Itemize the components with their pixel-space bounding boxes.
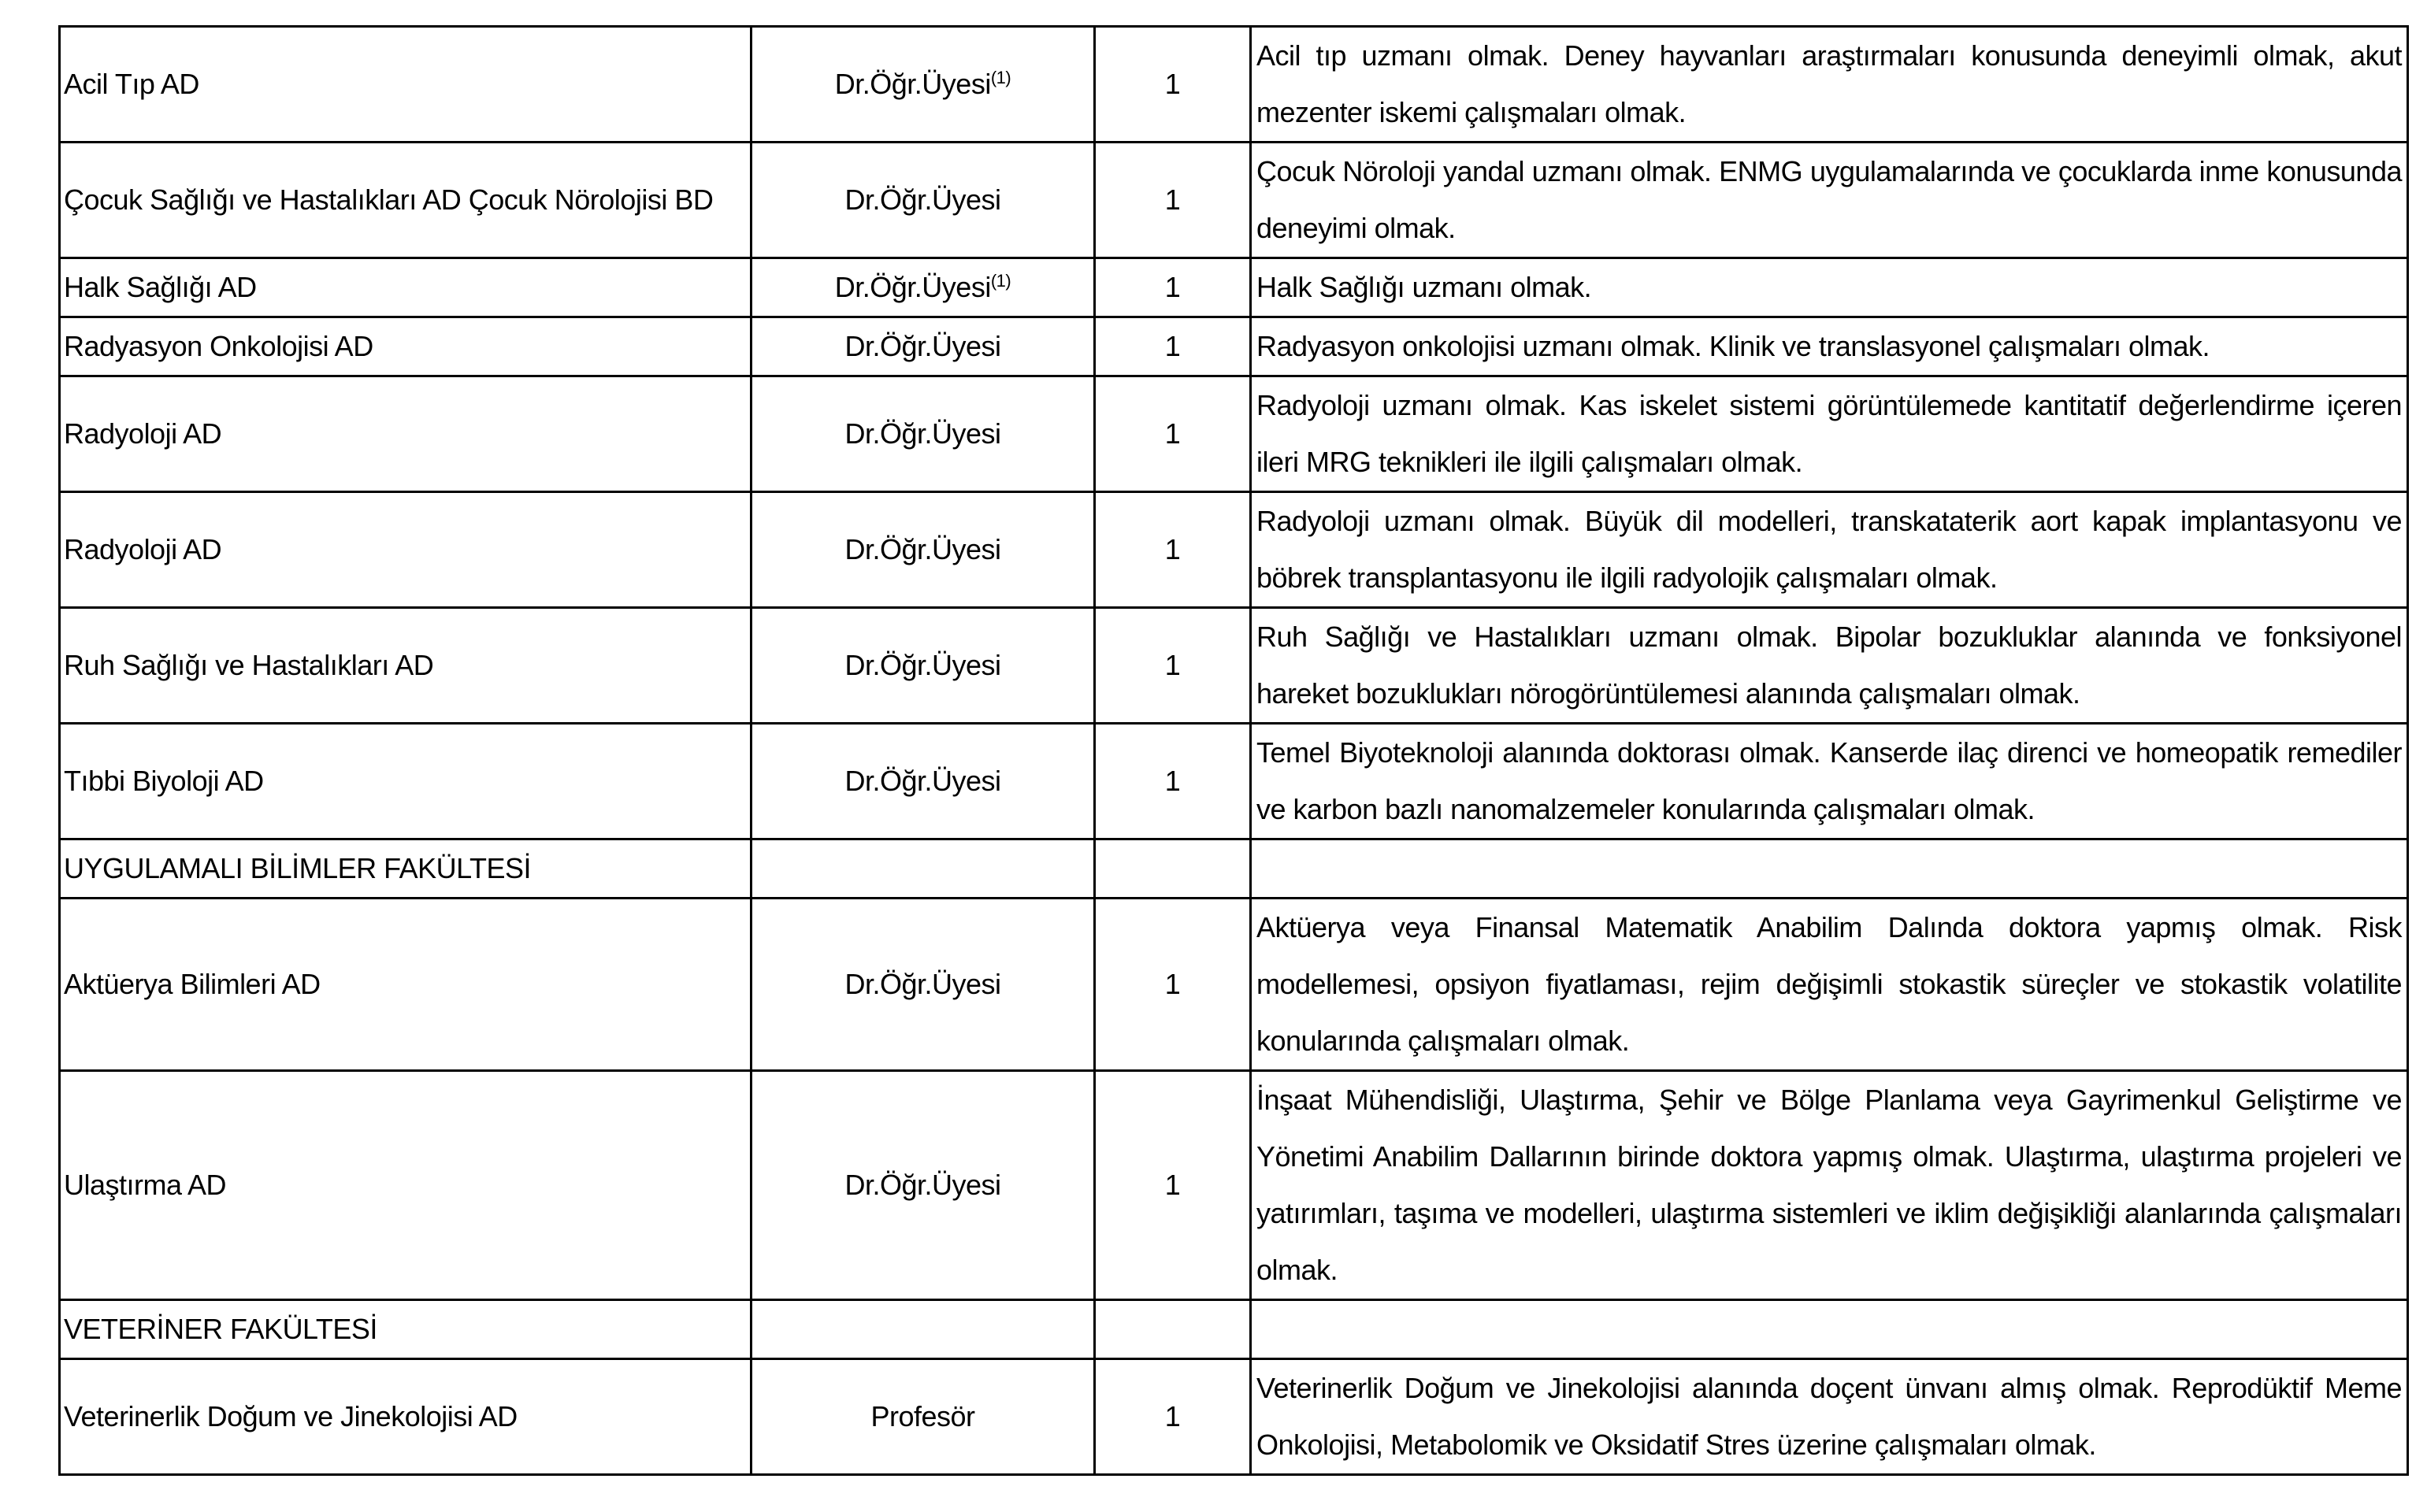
unit-cell: Veterinerlik Doğum ve Jinekolojisi AD xyxy=(60,1359,751,1475)
requirement-text: Aktüerya veya Finansal Matematik Anabilim Dalında doktora yapmış olmak. Risk modellemesi, opsiyon fiyatlaması, rejim değişimli stokastik süreçler ve stokastik volatilite konularında çalışmaları olmak. xyxy=(1256,911,2402,1057)
requirement-text: Çocuk Nöroloji yandal uzmanı olmak. ENMG uygulamalarında ve çocuklarda inme konusunda deneyimi olmak. xyxy=(1256,155,2402,244)
table-row xyxy=(60,899,2408,1071)
count-cell: 1 xyxy=(1095,376,1251,492)
count-cell: 1 xyxy=(1095,317,1251,376)
table-row xyxy=(60,143,2408,258)
requirement-cell xyxy=(1251,492,2408,608)
requirement-text: Halk Sağlığı uzmanı olmak. xyxy=(1256,271,1592,303)
table-row xyxy=(60,1359,2408,1475)
requirement-text: Ruh Sağlığı ve Hastalıkları uzmanı olmak. Bipolar bozukluklar alanında ve fonksiyonel hareket bozuklukları nörogörüntülemesi alanında çalışmaları olmak. xyxy=(1256,621,2402,710)
requirement-text: Veterinerlik Doğum ve Jinekolojisi alanında doçent ünvanı almış olmak. Reprodüktif Meme Onkolojisi, Metabolomik ve Oksidatif Stres üzerine çalışmaları olmak. xyxy=(1256,1372,2402,1461)
count-cell: 1 xyxy=(1095,492,1251,608)
table-row xyxy=(60,839,2408,899)
table-body xyxy=(60,27,2408,1475)
requirement-text: Acil tıp uzmanı olmak. Deney hayvanları araştırmaları konusunda deneyimli olmak, akut mezenter iskemi çalışmaları olmak. xyxy=(1256,39,2402,128)
requirement-text: Temel Biyoteknoloji alanında doktorası olmak. Kanserde ilaç direnci ve homeopatik remediler ve karbon bazlı nanomalzemeler konularında çalışmaları olmak. xyxy=(1256,736,2402,825)
table-row xyxy=(60,317,2408,376)
table-row xyxy=(60,1071,2408,1300)
requirement-text: İnşaat Mühendisliği, Ulaştırma, Şehir ve Bölge Planlama veya Gayrimenkul Geliştirme ve Yönetimi Anabilim Dallarının birinde doktora yapmış olmak. Ulaştırma, ulaştırma projeleri ve yatırımları, taşıma ve modelleri, ulaştırma sistemleri ve iklim değişikliği alanlarında çalışmaları olmak. xyxy=(1256,1084,2402,1286)
title-text: Profesör xyxy=(870,1400,975,1432)
unit-cell: Acil Tıp AD xyxy=(60,27,751,143)
title-cell xyxy=(751,839,1095,899)
table-row xyxy=(60,1300,2408,1359)
title-text: Dr.Öğr.Üyesi xyxy=(844,417,1001,450)
requirement-cell xyxy=(1251,724,2408,839)
table-row xyxy=(60,608,2408,724)
title-text: Dr.Öğr.Üyesi xyxy=(844,765,1001,797)
title-cell xyxy=(751,492,1095,608)
title-text: Dr.Öğr.Üyesi xyxy=(844,183,1001,216)
count-cell: 1 xyxy=(1095,1359,1251,1475)
requirement-text: Radyasyon onkolojisi uzmanı olmak. Klinik ve translasyonel çalışmaları olmak. xyxy=(1256,330,2210,362)
unit-cell: Radyoloji AD xyxy=(60,492,751,608)
faculty-positions-table xyxy=(58,25,2409,1476)
unit-cell: Radyoloji AD xyxy=(60,376,751,492)
count-cell xyxy=(1095,1300,1251,1359)
footnote-marker: (1) xyxy=(990,68,1011,87)
title-cell xyxy=(751,1300,1095,1359)
requirement-cell xyxy=(1251,899,2408,1071)
table-row xyxy=(60,492,2408,608)
table-row xyxy=(60,27,2408,143)
requirement-cell xyxy=(1251,608,2408,724)
title-cell xyxy=(751,899,1095,1071)
title-cell xyxy=(751,317,1095,376)
requirement-cell xyxy=(1251,317,2408,376)
requirement-cell xyxy=(1251,27,2408,143)
title-cell xyxy=(751,608,1095,724)
title-cell xyxy=(751,724,1095,839)
title-text: Dr.Öğr.Üyesi xyxy=(844,968,1001,1000)
table-row xyxy=(60,376,2408,492)
title-cell xyxy=(751,143,1095,258)
title-text: Dr.Öğr.Üyesi xyxy=(834,68,991,100)
unit-cell: Ruh Sağlığı ve Hastalıkları AD xyxy=(60,608,751,724)
title-text: Dr.Öğr.Üyesi xyxy=(844,649,1001,681)
count-cell: 1 xyxy=(1095,1071,1251,1300)
requirement-text: Radyoloji uzmanı olmak. Kas iskelet sistemi görüntülemede kantitatif değerlendirme içeren ileri MRG teknikleri ile ilgili çalışmaları olmak. xyxy=(1256,389,2402,478)
title-cell xyxy=(751,376,1095,492)
title-text: Dr.Öğr.Üyesi xyxy=(844,330,1001,362)
title-text: Dr.Öğr.Üyesi xyxy=(844,533,1001,565)
count-cell: 1 xyxy=(1095,143,1251,258)
count-cell: 1 xyxy=(1095,608,1251,724)
unit-cell: VETERİNER FAKÜLTESİ xyxy=(60,1300,751,1359)
table-row xyxy=(60,724,2408,839)
footnote-marker: (1) xyxy=(990,271,1011,291)
table-row xyxy=(60,258,2408,317)
unit-cell: Aktüerya Bilimleri AD xyxy=(60,899,751,1071)
title-text: Dr.Öğr.Üyesi xyxy=(844,1169,1001,1201)
requirement-cell xyxy=(1251,1300,2408,1359)
title-cell xyxy=(751,1359,1095,1475)
title-cell xyxy=(751,258,1095,317)
requirement-cell xyxy=(1251,376,2408,492)
title-text: Dr.Öğr.Üyesi xyxy=(834,271,991,303)
unit-cell: Tıbbi Biyoloji AD xyxy=(60,724,751,839)
count-cell: 1 xyxy=(1095,724,1251,839)
title-cell xyxy=(751,1071,1095,1300)
count-cell: 1 xyxy=(1095,258,1251,317)
unit-cell: Çocuk Sağlığı ve Hastalıkları AD Çocuk Nörolojisi BD xyxy=(60,143,751,258)
unit-cell: UYGULAMALI BİLİMLER FAKÜLTESİ xyxy=(60,839,751,899)
requirement-cell xyxy=(1251,258,2408,317)
unit-cell: Halk Sağlığı AD xyxy=(60,258,751,317)
unit-cell: Ulaştırma AD xyxy=(60,1071,751,1300)
requirement-cell xyxy=(1251,839,2408,899)
title-cell xyxy=(751,27,1095,143)
requirement-cell xyxy=(1251,143,2408,258)
requirement-text: Radyoloji uzmanı olmak. Büyük dil modelleri, transkataterik aort kapak implantasyonu ve böbrek transplantasyonu ile ilgili radyolojik çalışmaları olmak. xyxy=(1256,505,2402,594)
count-cell: 1 xyxy=(1095,899,1251,1071)
unit-cell: Radyasyon Onkolojisi AD xyxy=(60,317,751,376)
count-cell: 1 xyxy=(1095,27,1251,143)
requirement-cell xyxy=(1251,1359,2408,1475)
requirement-cell xyxy=(1251,1071,2408,1300)
count-cell xyxy=(1095,839,1251,899)
